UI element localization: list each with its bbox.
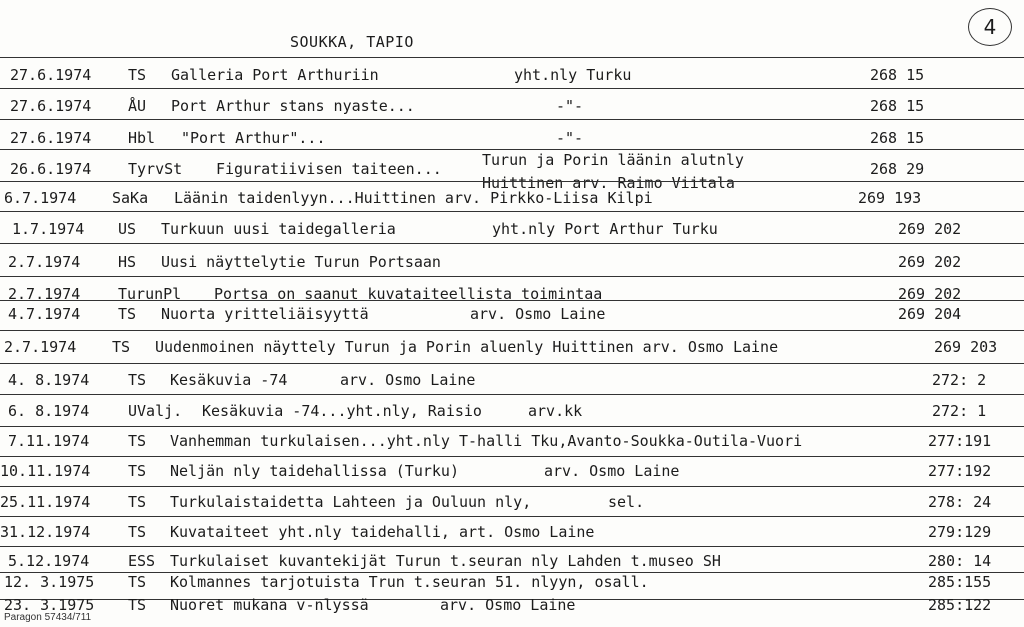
entry-title: Portsa on saanut kuvataiteellista toimintaa [214, 285, 603, 303]
row-rule [0, 456, 1024, 457]
entry-row [0, 521, 1024, 543]
entry-ref: 269 202 [898, 285, 962, 303]
entry-title: Turkulaiset kuvantekijät Turun t.seuran nly Lahden t.museo SH [170, 552, 721, 570]
entry-source: TS [128, 371, 147, 389]
entry-date: 6. 8.1974 [8, 402, 90, 420]
card-title: SOUKKA, TAPIO [290, 33, 414, 51]
entry-title: Nuorta yritteliäisyyttä [161, 305, 369, 323]
entry-note: arv. Osmo Laine [470, 305, 606, 323]
entry-source: SaKa [112, 189, 149, 207]
entry-row [0, 283, 1024, 305]
entry-row [0, 571, 1024, 593]
entry-title: Vanhemman turkulaisen...yht.nly T-halli Tku,Avanto-Soukka-Outila-Vuori [170, 432, 803, 450]
entry-ref: 268 29 [870, 160, 925, 178]
entry-date: 6.7.1974 [4, 189, 77, 207]
entry-title: Kolmannes tarjotuista Trun t.seuran 51. nlyyn, osall. [170, 573, 649, 591]
entry-date: 2.7.1974 [8, 285, 81, 303]
entry-date: 23. 3.1975 [4, 596, 95, 614]
entry-source: TS [128, 596, 147, 614]
entry-source: Hbl [128, 129, 156, 147]
entry-source: TS [128, 66, 147, 84]
entry-title: Nuoret mukana v-nlyssä [170, 596, 369, 614]
entry-source: TS [128, 523, 147, 541]
entry-ref: 269 202 [898, 220, 962, 238]
entry-ref: 285:155 [928, 573, 992, 591]
entry-ref: 269 204 [898, 305, 962, 323]
entry-title: Turkuun uusi taidegalleria [161, 220, 396, 238]
entry-note: yht.nly Port Arthur Turku [492, 220, 718, 238]
entry-date: 27.6.1974 [10, 66, 92, 84]
entry-note: sel. [608, 493, 645, 511]
row-rule [0, 546, 1024, 547]
entry-source: TS [128, 432, 147, 450]
row-rule [0, 119, 1024, 120]
row-rule [0, 211, 1024, 212]
row-rule [0, 516, 1024, 517]
entry-row [0, 550, 1024, 572]
entry-row [0, 491, 1024, 513]
entry-date: 4. 8.1974 [8, 371, 90, 389]
entry-ref: 269 193 [858, 189, 922, 207]
row-rule [0, 363, 1024, 364]
entry-title: Neljän nly taidehallissa (Turku) [170, 462, 459, 480]
entry-title: Kesäkuvia -74...yht.nly, Raisio [202, 402, 482, 420]
entry-source: TS [118, 305, 137, 323]
entry-date: 27.6.1974 [10, 97, 92, 115]
entry-title: Kesäkuvia -74 [170, 371, 288, 389]
entry-date: 12. 3.1975 [4, 573, 95, 591]
entry-ref: 269 203 [934, 338, 998, 356]
entry-source: TyrvSt [128, 160, 183, 178]
entry-note: arv. Osmo Laine [440, 596, 576, 614]
entry-title: Figuratiivisen taiteen... [216, 160, 442, 178]
entry-date: 1.7.1974 [12, 220, 85, 238]
row-rule [0, 243, 1024, 244]
entry-ref: 279:129 [928, 523, 992, 541]
row-rule [0, 276, 1024, 277]
entry-row [0, 460, 1024, 482]
row-rule [0, 330, 1024, 331]
entry-note: arv. Osmo Laine [340, 371, 476, 389]
entry-date: 27.6.1974 [10, 129, 92, 147]
entry-ref: 285:122 [928, 596, 992, 614]
entry-title: Uudenmoinen näyttely Turun ja Porin aluenly Huittinen arv. Osmo Laine [155, 338, 779, 356]
entry-date: 2.7.1974 [8, 253, 81, 271]
entry-note: Turun ja Porin läänin alutnly [482, 151, 744, 169]
entry-row [0, 369, 1024, 391]
entry-source: TS [128, 462, 147, 480]
entry-title: Turkulaistaidetta Lahteen ja Ouluun nly, [170, 493, 532, 511]
row-rule [0, 486, 1024, 487]
entry-source: HS [118, 253, 137, 271]
row-rule [0, 300, 1024, 301]
entry-source: US [118, 220, 137, 238]
row-rule [0, 394, 1024, 395]
entry-note: -"- [556, 97, 584, 115]
row-rule [0, 149, 1024, 150]
entry-date: 25.11.1974 [0, 493, 91, 511]
entry-title: Läänin taidenlyyn...Huittinen arv. Pirkko-Liisa Kilpi [174, 189, 653, 207]
entry-source: ESS [128, 552, 156, 570]
card-maker-label: Paragon 57434/711 [4, 612, 92, 623]
entry-title: Uusi näyttelytie Turun Portsaan [161, 253, 441, 271]
entry-row [0, 95, 1024, 117]
entry-source: TS [128, 573, 147, 591]
entry-date: 5.12.1974 [8, 552, 90, 570]
entry-date: 4.7.1974 [8, 305, 81, 323]
entry-source: TS [112, 338, 131, 356]
entry-row [0, 303, 1024, 325]
entry-source: ÅU [128, 97, 147, 115]
entry-ref: 277:191 [928, 432, 992, 450]
entry-ref: 278: 24 [928, 493, 992, 511]
entry-row [0, 127, 1024, 149]
row-rule [0, 181, 1024, 182]
entry-row [0, 64, 1024, 86]
header-rule [0, 57, 1024, 58]
entry-ref: 268 15 [870, 66, 925, 84]
page-number-circle: 4 [968, 8, 1012, 46]
entry-note: yht.nly Turku [514, 66, 632, 84]
entry-ref: 268 15 [870, 129, 925, 147]
entry-source: TurunPl [118, 285, 182, 303]
entry-date: 31.12.1974 [0, 523, 91, 541]
entry-date: 2.7.1974 [4, 338, 77, 356]
entry-ref: 280: 14 [928, 552, 992, 570]
entry-row [0, 187, 1024, 209]
entry-date: 7.11.1974 [8, 432, 90, 450]
overlapping-note: Huittinen arv. Raimo Viitala [482, 174, 735, 192]
entry-title: Port Arthur stans nyaste... [171, 97, 415, 115]
row-rule [0, 88, 1024, 89]
entry-row [0, 430, 1024, 452]
row-rule [0, 426, 1024, 427]
entry-title: "Port Arthur"... [181, 129, 326, 147]
entry-ref: 268 15 [870, 97, 925, 115]
entry-ref: 272: 2 [932, 371, 987, 389]
entry-row [0, 218, 1024, 240]
entry-source: TS [128, 493, 147, 511]
entry-row [0, 336, 1024, 358]
entry-title: Galleria Port Arthuriin [171, 66, 379, 84]
entry-title: Kuvataiteet yht.nly taidehalli, art. Osmo Laine [170, 523, 595, 541]
entry-note: arv. Osmo Laine [544, 462, 680, 480]
entry-date: 10.11.1974 [0, 462, 91, 480]
entry-note: -"- [556, 129, 584, 147]
entry-source: UValj. [128, 402, 183, 420]
entry-row [0, 400, 1024, 422]
entry-row [0, 251, 1024, 273]
entry-date: 26.6.1974 [10, 160, 92, 178]
entry-note: arv.kk [528, 402, 583, 420]
entry-ref: 269 202 [898, 253, 962, 271]
entry-ref: 277:192 [928, 462, 992, 480]
entry-ref: 272: 1 [932, 402, 987, 420]
entry-row [0, 594, 1024, 616]
